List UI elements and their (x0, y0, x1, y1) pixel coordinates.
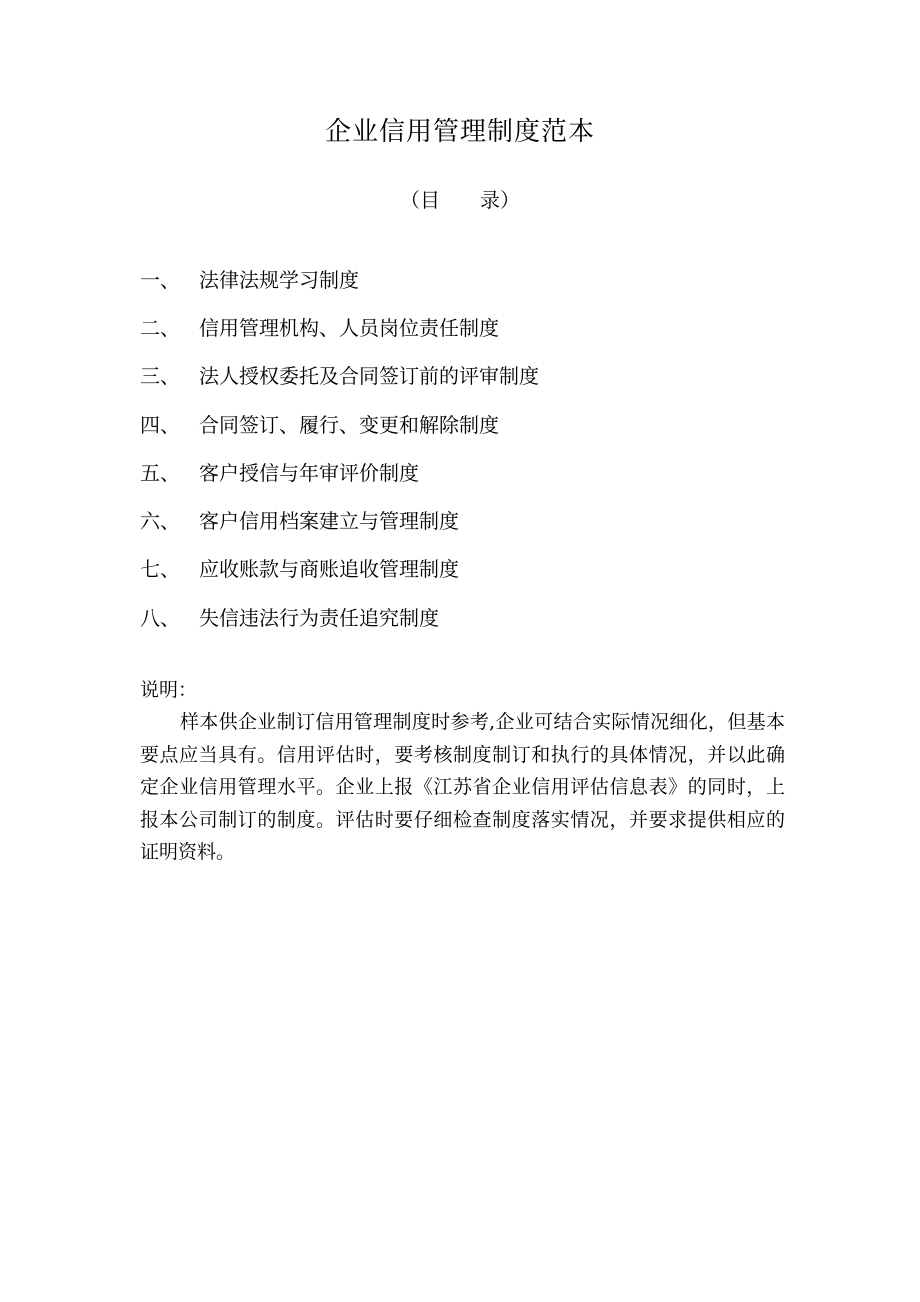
toc-item-text: 应收账款与商账追收管理制度 (199, 557, 459, 582)
note-label: 说明： (140, 679, 198, 701)
toc-item-text: 法人授权委托及合同签订前的评审制度 (199, 364, 539, 389)
toc-item (140, 495, 840, 543)
toc-item (140, 302, 840, 350)
toc-item-number: 七、 (140, 557, 180, 582)
toc-item-number: 八、 (140, 605, 180, 630)
toc-item-number: 五、 (140, 460, 180, 485)
toc-item (140, 592, 840, 640)
toc-item-number: 一、 (140, 267, 180, 292)
toc-item-number: 三、 (140, 364, 180, 389)
toc-item (140, 544, 840, 592)
document-title: 企业信用管理制度范本 (324, 117, 595, 147)
toc-item-text: 客户授信与年审评价制度 (199, 460, 419, 485)
toc-item-text: 法律法规学习制度 (199, 267, 359, 292)
toc-item-number: 四、 (140, 412, 180, 437)
toc-item-number: 六、 (140, 509, 180, 534)
toc-item-text: 合同签订、履行、变更和解除制度 (199, 412, 499, 437)
note-paragraph: 样本供企业制订信用管理制度时参考,企业可结合实际情况细化，但基本要点应当具有。信用评估时，要考核制度制订和执行的具体情况，并以此确定企业信用管理水平。企业上报《江苏省企业信用评估信息表》的同时，上报本公司制订的制度。评估时要仔细检查制度落实情况，并要求提供相应的证明资料。 (140, 711, 785, 863)
toc-heading: （目 录） (400, 188, 520, 212)
toc-item (140, 399, 840, 447)
toc-item-text: 信用管理机构、人员岗位责任制度 (199, 315, 499, 340)
toc-item-text: 客户信用档案建立与管理制度 (199, 509, 459, 534)
table-of-contents (140, 254, 840, 640)
toc-item (140, 351, 840, 399)
toc-item (140, 254, 840, 302)
toc-item-number: 二、 (140, 315, 180, 340)
toc-item (140, 447, 840, 495)
toc-item-text: 失信违法行为责任追究制度 (199, 605, 439, 630)
